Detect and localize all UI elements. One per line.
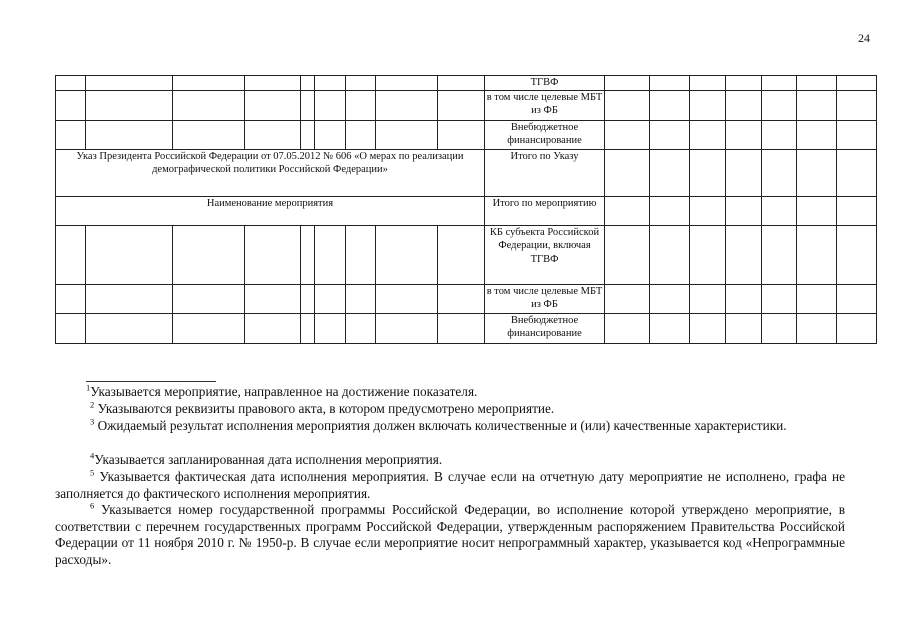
table-row [56,226,877,285]
footnote [90,401,846,418]
footnote [86,384,846,401]
footnote-mark: 1 [86,382,91,393]
footnote-mark: 5 [90,467,95,478]
footnote [90,452,846,469]
footnote-text: Указываются реквизиты правового акта, в котором предусмотрено мероприятие. [97,401,555,416]
footnote-text: Указывается фактическая дата исполнения мероприятия. В случае если на отчетную дату мероприятие не исполнено, графа не заполняется до фактического исполнения мероприятия. [55,469,846,501]
footnote-mark: 6 [90,500,95,511]
footnote [55,418,845,435]
row-label: Итого по Указу [485,150,605,197]
table-row [56,121,877,150]
row-label: Внебюджетное финансирование [485,314,605,344]
footnote [55,502,845,568]
table-row [56,285,877,314]
footnote-text: Ожидаемый результат исполнения мероприятия должен включать количественные и (или) качественные характеристики. [97,418,787,433]
footnote-mark: 4 [90,450,95,461]
table-row [56,91,877,121]
row-label: ТГВФ [485,76,605,91]
row-label: в том числе целевые МБТ из ФБ [485,285,605,314]
footnote-text: Указывается запланированная дата исполнения мероприятия. [94,452,443,467]
footnote-separator [86,381,216,382]
table-row [56,76,877,91]
row-label: Итого по мероприятию [485,197,605,226]
footnote [55,469,845,502]
table-row [56,314,877,344]
footnote-text: Указывается номер государственной программы Российской Федерации, во исполнение которой утверждено мероприятие, в соответствии с перечнем государственных программ Российской Федерации, утвержденным распоряжением Правительства Российской Федерации от 11 ноября 2010 г. № 1950-р. В случае если мероприятие носит непрограммный характер, указывается код «Непрограммные расходы». [55,502,845,567]
footnote-mark: 3 [90,416,95,427]
footnote-mark: 2 [90,399,95,410]
row-label: КБ субъекта Российской Федерации, включая ТГВФ [485,226,605,285]
table-row [56,150,877,197]
row-label: в том числе целевые МБТ из ФБ [485,91,605,121]
row-label: Внебюджетное финансирование [485,121,605,150]
footnote-text: Указывается мероприятие, направленное на достижение показателя. [90,384,478,399]
page-number: 24 [858,31,870,45]
report-table [55,75,877,344]
activity-title: Наименование мероприятия [56,197,485,226]
decree-title: Указ Президента Российской Федерации от 07.05.2012 № 606 «О мерах по реализации демографической политики Российской Федерации» [56,150,485,197]
table-row [56,197,877,226]
